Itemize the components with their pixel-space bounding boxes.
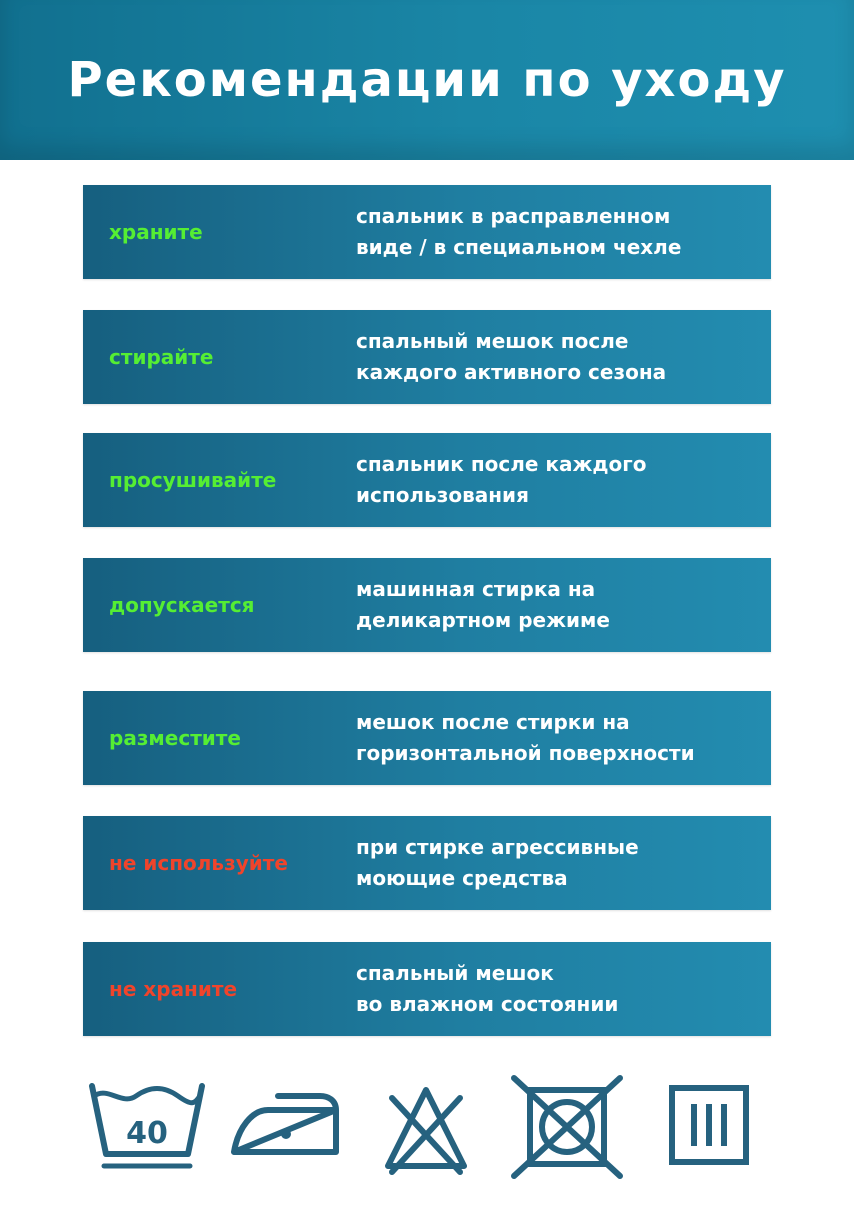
wash-40-gentle-icon <box>86 1076 208 1176</box>
care-icons-row <box>50 1062 800 1202</box>
card-description-line: машинная стирка на <box>356 577 596 601</box>
care-card-no-aggressive <box>83 816 771 910</box>
card-description-line: каждого активного сезона <box>356 360 667 384</box>
card-description-line: мешок после стирки на <box>356 710 630 734</box>
page-title: Рекомендации по уходу <box>67 52 787 108</box>
care-card-dry <box>83 433 771 527</box>
card-description <box>356 691 768 785</box>
card-verb: не храните <box>109 977 238 1001</box>
card-description-line: моющие средства <box>356 866 568 890</box>
care-card-no-damp-storage <box>83 942 771 1036</box>
wash-temperature: 40 <box>126 1116 168 1151</box>
card-description <box>356 816 768 910</box>
card-description-line: спальник после каждого <box>356 452 647 476</box>
header-banner <box>0 0 854 160</box>
card-description <box>356 310 768 404</box>
card-description-line: спальник в расправленном <box>356 204 671 228</box>
card-verb: храните <box>109 220 203 244</box>
card-description-line: во влажном состоянии <box>356 992 619 1016</box>
card-description-line: использования <box>356 483 529 507</box>
card-description-line: спальный мешок <box>356 961 554 985</box>
care-card-store <box>83 185 771 279</box>
card-description-line: спальный мешок после <box>356 329 629 353</box>
card-description <box>356 942 768 1036</box>
do-not-tumble-dry-icon <box>508 1074 626 1180</box>
do-not-bleach-icon <box>380 1080 472 1176</box>
card-description-line: при стирке агрессивные <box>356 835 639 859</box>
card-description <box>356 433 768 527</box>
dry-flat-icon <box>666 1082 752 1168</box>
card-description <box>356 558 768 652</box>
card-verb: просушивайте <box>109 468 277 492</box>
card-verb: не используйте <box>109 851 288 875</box>
care-card-place-flat <box>83 691 771 785</box>
card-verb: разместите <box>109 726 241 750</box>
card-description-line: виде / в специальном чехле <box>356 235 682 259</box>
care-card-wash <box>83 310 771 404</box>
card-verb: допускается <box>109 593 255 617</box>
card-description-line: горизонтальной поверхности <box>356 741 695 765</box>
iron-low-icon <box>228 1088 342 1164</box>
card-description <box>356 185 768 279</box>
card-description-line: деликартном режиме <box>356 608 610 632</box>
card-verb: стирайте <box>109 345 214 369</box>
care-card-machine-wash <box>83 558 771 652</box>
